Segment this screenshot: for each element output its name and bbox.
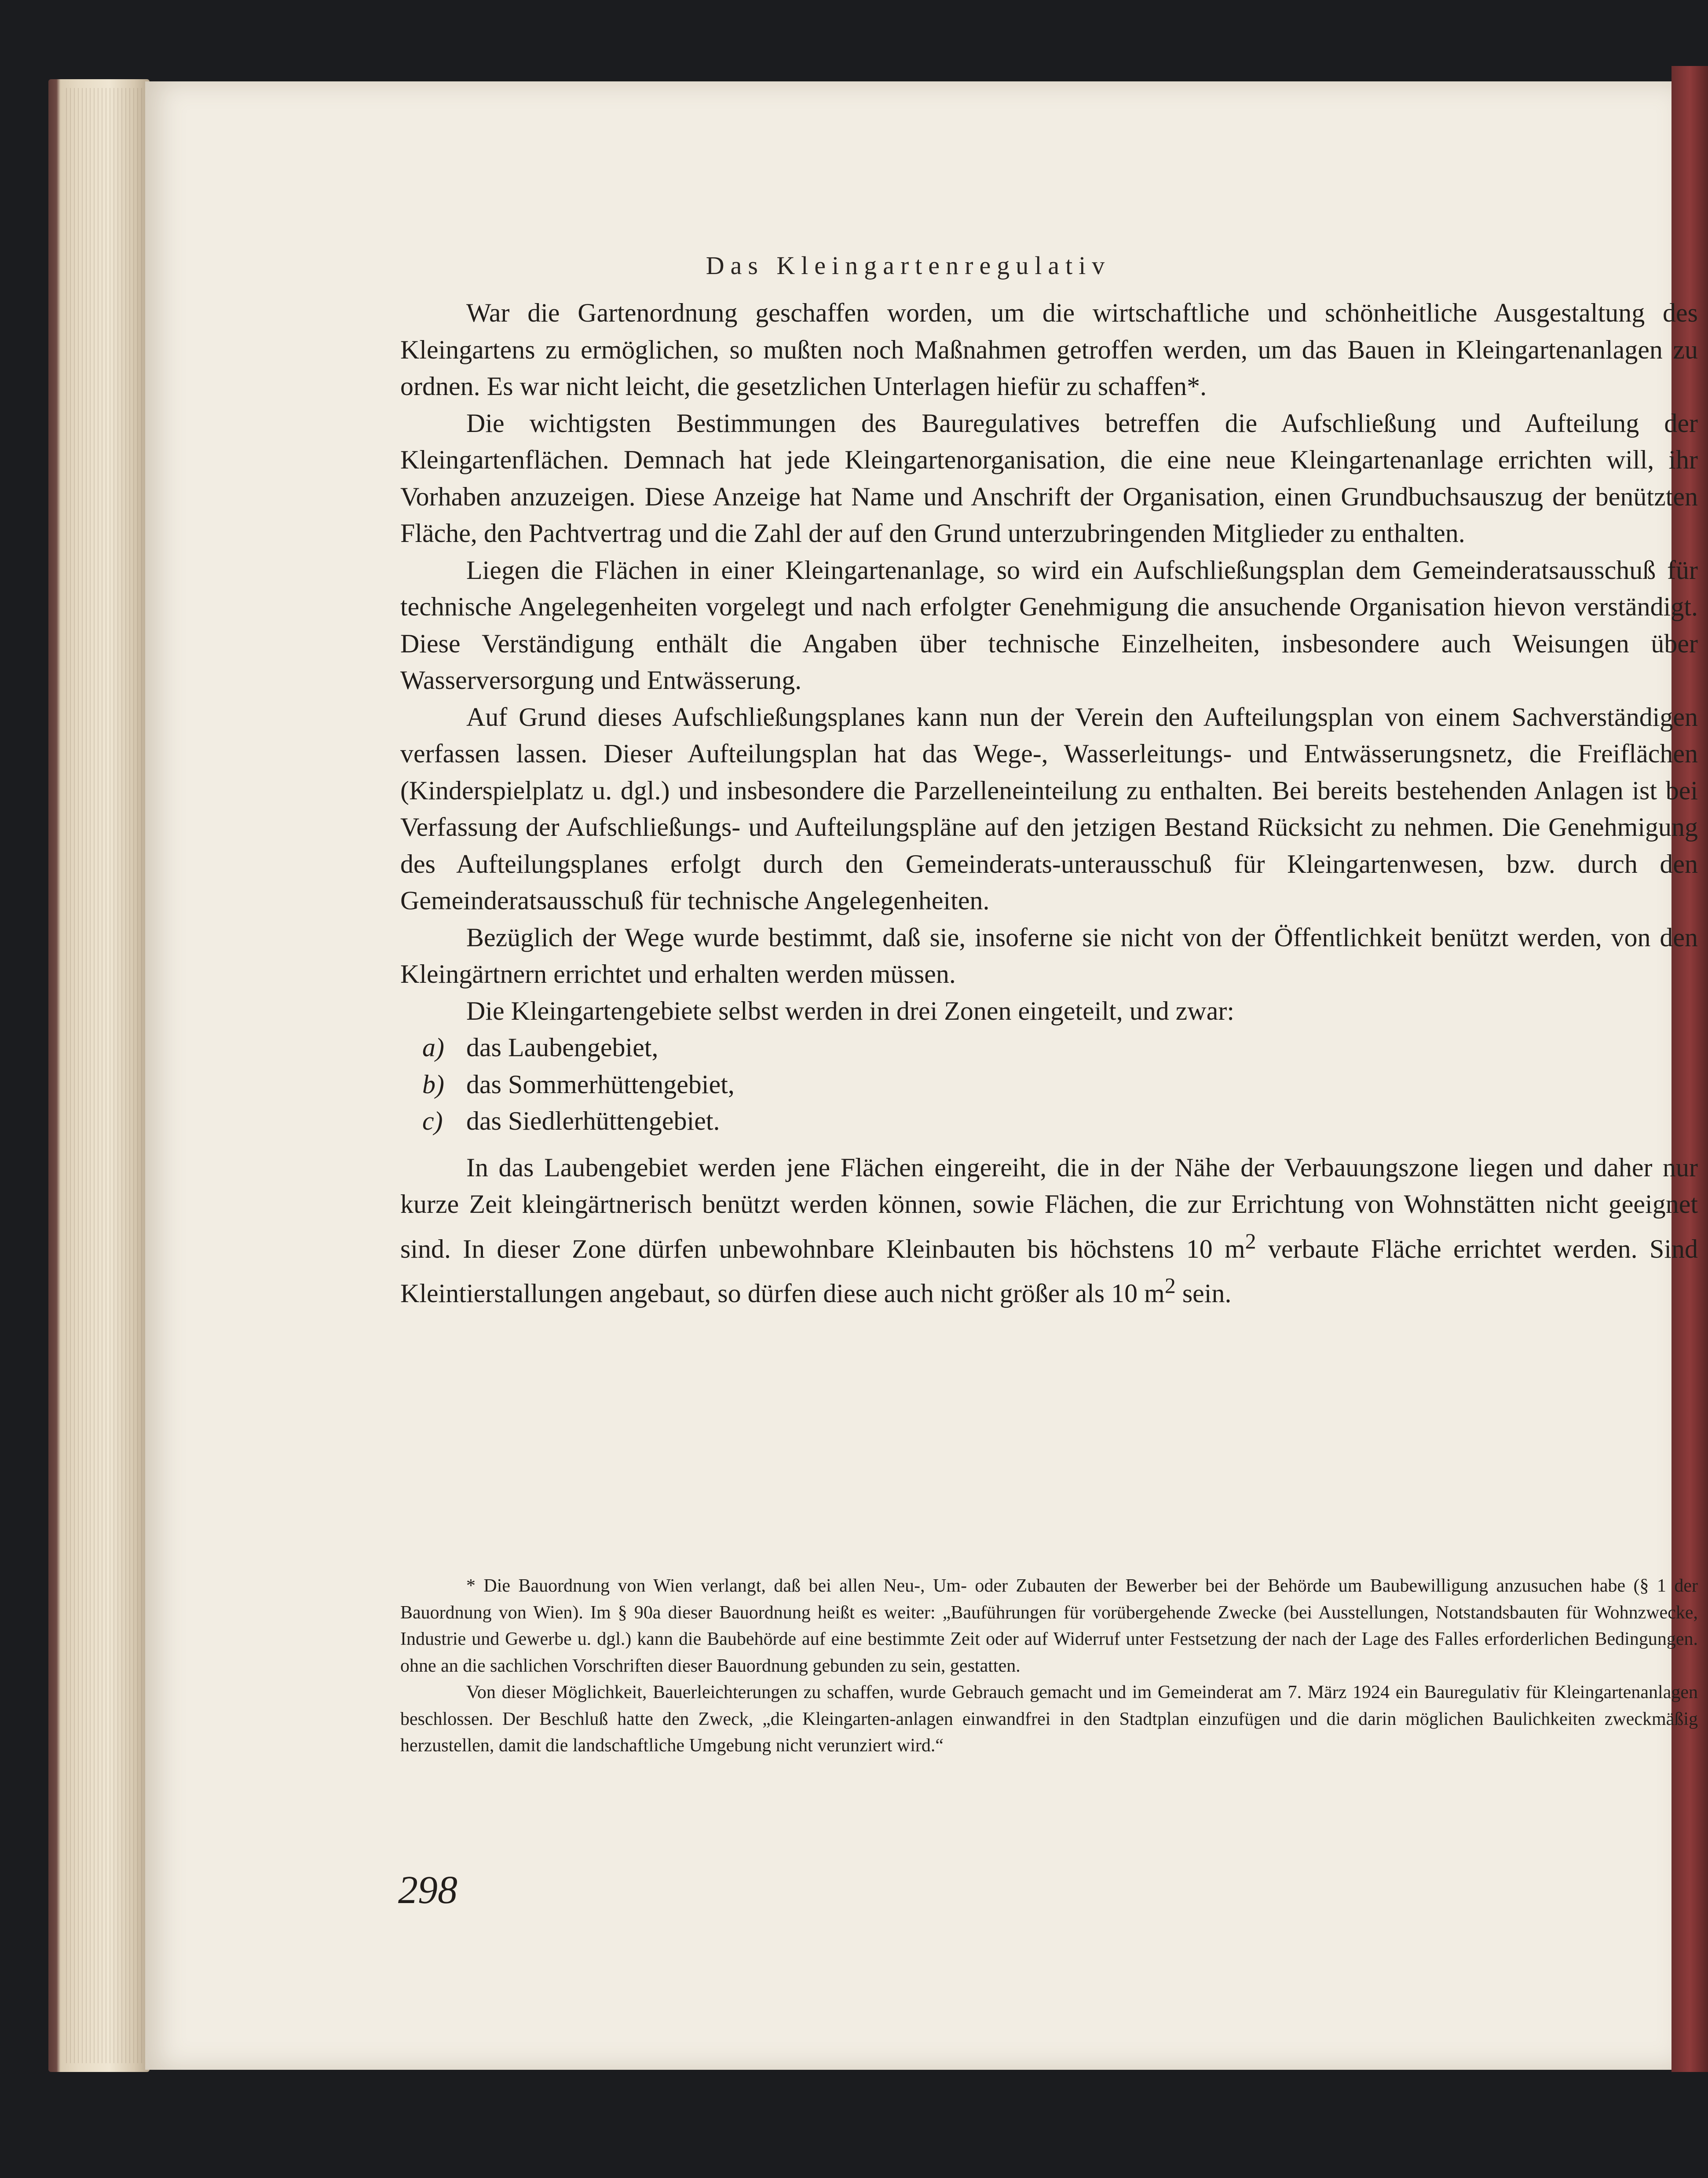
area-value: 10 m (1186, 1234, 1245, 1263)
paragraph: Bezüglich der Wege wurde bestimmt, daß sie, insoferne sie nicht von der Öffentlichkeit benützt werden, von den Kleingärtnern errichtet und erhalten werden müssen. (400, 922, 1698, 988)
list-item (422, 1029, 1698, 1066)
text-run: sein. (1175, 1279, 1232, 1308)
list-text: das Sommerhüttengebiet, (466, 1069, 735, 1099)
paragraph: Liegen die Flächen in einer Kleingartenanlage, so wird ein Aufschließungsplan dem Gemeinderatsausschuß für technische Angelegenheiten vorgelegt und nach erfolgter Genehmigung die ansuchende Organisation hievon verständigt. Diese Verständigung enthält die Angaben über technische Einzelheiten, insbesondere auch Weisungen über Wasserversorgung und Entwässerung. (400, 555, 1698, 695)
list-marker: a) (422, 1033, 444, 1062)
list-item (422, 1066, 1698, 1103)
list-text: das Siedlerhüttengebiet. (466, 1106, 720, 1135)
list-item (422, 1103, 1698, 1140)
book-page (145, 81, 1698, 2070)
body-text (400, 295, 1698, 1312)
paragraph (400, 1149, 1698, 1312)
superscript: 2 (1164, 1273, 1176, 1298)
area-value: 10 m (1111, 1279, 1165, 1308)
paragraph: War die Gartenordnung geschaffen worden, um die wirtschaftliche und schönheitliche Ausgestaltung des Kleingartens zu ermöglichen, so mußten noch Maßnahmen getroffen werden, um das Bauen in Kleingartenanlagen zu ordnen. Es war nicht leicht, die gesetzlichen Unterlagen hiefür zu schaffen*. (400, 298, 1698, 401)
zone-list (400, 1029, 1698, 1140)
footnote: Von dieser Möglichkeit, Bauerleichterungen zu schaffen, wurde Gebrauch gemacht und im Gemeinderat am 7. März 1924 ein Bauregulativ für Kleingartenanlagen beschlossen. Der Beschluß hatte den Zweck, „die Kleingarten-anlagen einwandfrei in den Stadtplan einzufügen und die darin möglichen Baulichkeiten zweckmäßig herzustellen, damit die landschaftliche Umgebung nicht verunziert wird.“ (400, 1682, 1698, 1756)
list-marker: b) (422, 1069, 444, 1099)
page-stack (66, 88, 145, 2063)
list-marker: c) (422, 1106, 443, 1135)
text-run: In das Laubengebiet werden jene Flächen eingereiht, die in der Nähe der Verbauungszone liegen und daher nur kurze Zeit kleingärtnerisch benützt werden können, sowie Flächen, die zur Errichtung von Wohnstätten nicht geeignet sind. In dieser Zone dürfen unbewohnbare Kleinbauten bis höchstens (400, 1153, 1698, 1263)
paragraph: Die wichtigsten Bestimmungen des Bauregulatives betreffen die Aufschließung und Aufteilung der Kleingartenflächen. Demnach hat jede Kleingartenorganisation, die eine neue Kleingartenanlage errichten will, ihr Vorhaben anzuzeigen. Diese Anzeige hat Name und Anschrift der Organisation, einen Grundbuchsauszug der benützten Fläche, den Pachtvertrag und die Zahl der auf den Grund unterzubringenden Mitglieder zu enthalten. (400, 408, 1698, 548)
paragraph: Die Kleingartengebiete selbst werden in drei Zonen eingeteilt, und zwar: (466, 996, 1235, 1025)
text-run: verbaute Fläche errichtet werden. Sind Kleintierstallungen angebaut, so dürfen diese auch nicht größer als (400, 1234, 1698, 1308)
page-number: 298 (398, 1868, 457, 1912)
footnotes (400, 1573, 1698, 1759)
running-head: Das Kleingartenregulativ (706, 251, 1111, 280)
superscript: 2 (1245, 1228, 1256, 1253)
footnote: * Die Bauordnung von Wien verlangt, daß bei allen Neu-, Um- oder Zubauten der Bewerber bei der Behörde um Baubewilligung anzusuchen habe (§ 1 der Bauordnung von Wien). Im § 90a dieser Bauordnung heißt es weiter: „Bauführungen für vorübergehende Zwecke (bei Ausstellungen, Notstandsbauten für Wohnzwecke, Industrie und Gewerbe u. dgl.) kann die Baubehörde auf eine bestimmte Zeit oder auf Widerruf unter Festsetzung der nach der Lage des Falles erforderlichen Bedingungen. ohne an die sachlichen Vorschriften dieser Bauordnung gebunden zu sein, gestatten. (400, 1576, 1698, 1676)
list-text: das Laubengebiet, (466, 1033, 658, 1062)
paragraph: Auf Grund dieses Aufschließungsplanes kann nun der Verein den Aufteilungsplan von einem Sachverständigen verfassen lassen. Dieser Aufteilungsplan hat das Wege-, Wasserleitungs- und Entwässerungsnetz, die Freiflächen (Kinderspielplatz u. dgl.) und insbesondere die Parzelleneinteilung zu enthalten. Bei bereits bestehenden Anlagen ist bei Verfassung der Aufschließungs- und Aufteilungspläne auf den jetzigen Bestand Rücksicht zu nehmen. Die Genehmigung des Aufteilungsplanes erfolgt durch den Gemeinderats-unterausschuß für Kleingartenwesen, bzw. durch den Gemeinderatsausschuß für technische Angelegenheiten. (400, 702, 1698, 915)
